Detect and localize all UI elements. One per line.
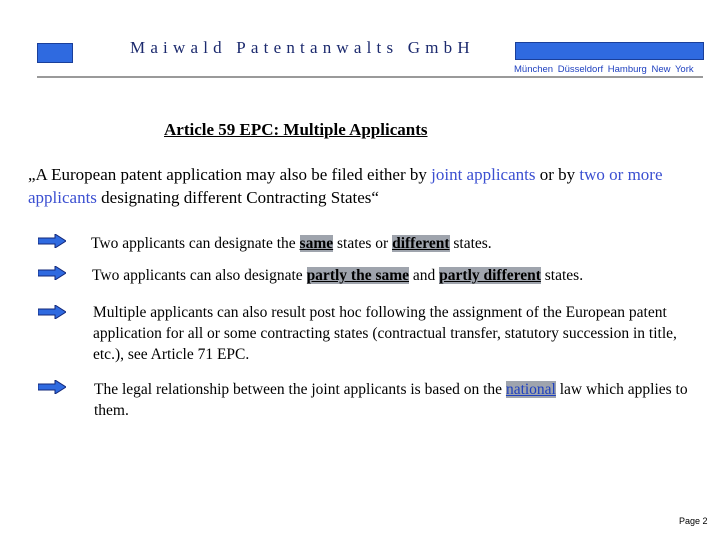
- highlight-partly-same: partly the same: [306, 267, 410, 284]
- highlight-national: national: [505, 381, 556, 398]
- bullet-2-post: states.: [540, 267, 584, 284]
- bullet-4-pre: The legal relationship between the joint applicants is based on the: [94, 381, 506, 398]
- bullet-1-mid: states or: [333, 235, 393, 252]
- arrow-right-icon: [38, 305, 66, 319]
- bullet-1-pre: Two applicants can designate the: [91, 235, 300, 252]
- arrow-right-icon: [38, 380, 66, 394]
- header-divider: [37, 76, 703, 78]
- header-color-bar: [515, 42, 704, 60]
- bullet-1-text: [91, 233, 492, 254]
- quote-part-3: designating different Contracting States“: [96, 188, 379, 207]
- office-cities: München Düsseldorf Hamburg New York: [514, 64, 694, 75]
- two-or-more-applicants-term: two or more applicants: [28, 165, 663, 207]
- quote-part-2: or by: [535, 165, 580, 184]
- firm-name: Maiwald Patentanwalts GmbH: [130, 38, 475, 57]
- bullet-4-post: law which applies to them.: [94, 381, 688, 419]
- highlight-partly-different: partly different: [439, 267, 541, 284]
- highlight-different: different: [392, 235, 450, 252]
- bullet-2-pre: Two applicants can also designate: [92, 267, 307, 284]
- quote-paragraph: [28, 163, 708, 209]
- slide-title: Article 59 EPC: Multiple Applicants: [164, 120, 428, 139]
- highlight-same: same: [299, 235, 334, 252]
- bullet-4-text: [94, 379, 694, 421]
- arrow-right-icon: [38, 234, 66, 248]
- bullet-2-text: [92, 265, 583, 286]
- bullet-2-mid: and: [409, 267, 440, 284]
- arrow-right-icon: [38, 266, 66, 280]
- quote-part-1: „A European patent application may also be filed either by: [28, 165, 432, 184]
- logo-box: [37, 43, 73, 63]
- joint-applicants-term: joint applicants: [431, 165, 536, 184]
- bullet-1-post: states.: [449, 235, 492, 252]
- bullet-3-text: Multiple applicants can also result post hoc following the assignment of the European patent application for all or some contracting states (contractual transfer, statutory succession in title, etc.), see Article 71 EPC.: [93, 304, 677, 363]
- page-number: Page 2: [679, 516, 708, 526]
